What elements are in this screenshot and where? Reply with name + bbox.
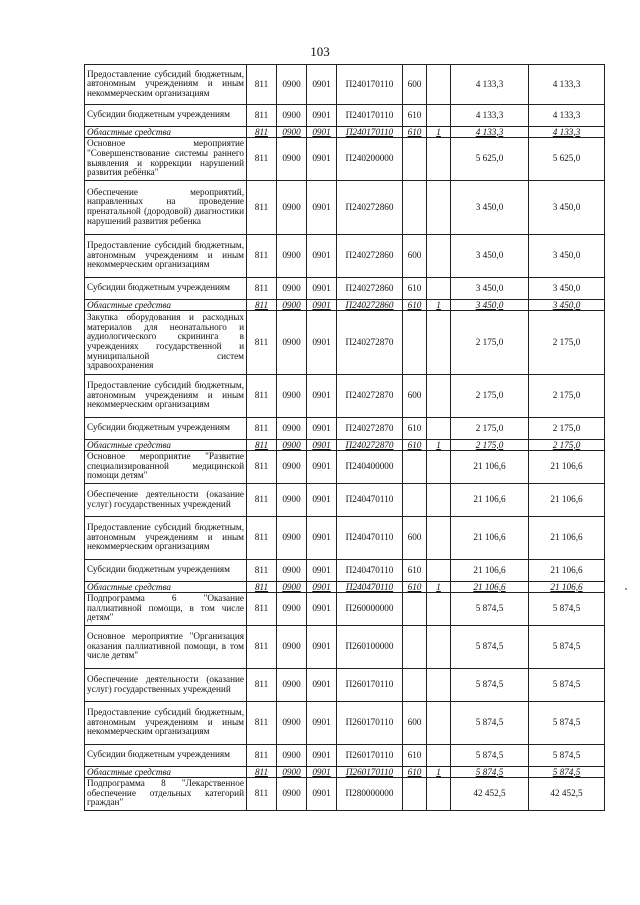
table-row	[85, 669, 605, 702]
row-subsection-code: 0901	[307, 517, 337, 560]
row-target-article-code: П240272860	[337, 278, 403, 300]
row-section-code: 0900	[277, 669, 307, 702]
row-subsection-code: 0901	[307, 451, 337, 484]
row-amount-1: 5 625,0	[451, 138, 529, 181]
row-description: Предоставление субсидий бюджетным, автономным учреждениям и иным некоммерческим организациям	[85, 235, 247, 278]
table-row	[85, 440, 605, 451]
row-amount-2: 5 625,0	[529, 138, 605, 181]
row-description: Субсидии бюджетным учреждениям	[85, 745, 247, 767]
row-expense-type-code: 610	[403, 582, 427, 593]
row-section-code: 0900	[277, 767, 307, 778]
row-subsection-code: 0901	[307, 65, 337, 105]
row-amount-2: 21 106,6	[529, 582, 605, 593]
row-description: Областные средства	[85, 300, 247, 311]
row-source-code: 1	[427, 300, 451, 311]
row-expense-type-code: 600	[403, 517, 427, 560]
row-amount-1: 21 106,6	[451, 582, 529, 593]
row-amount-1: 5 874,5	[451, 626, 529, 669]
row-expense-type-code: 600	[403, 235, 427, 278]
row-expense-type-code: 610	[403, 300, 427, 311]
row-source-code	[427, 105, 451, 127]
row-source-code	[427, 375, 451, 418]
row-source-code	[427, 138, 451, 181]
row-grbs-code: 811	[247, 138, 277, 181]
row-grbs-code: 811	[247, 278, 277, 300]
row-subsection-code: 0901	[307, 300, 337, 311]
row-grbs-code: 811	[247, 311, 277, 375]
row-description: Субсидии бюджетным учреждениям	[85, 560, 247, 582]
row-section-code: 0900	[277, 778, 307, 811]
row-grbs-code: 811	[247, 440, 277, 451]
table-row	[85, 311, 605, 375]
row-amount-1: 42 452,5	[451, 778, 529, 811]
row-subsection-code: 0901	[307, 669, 337, 702]
row-target-article-code: П240272860	[337, 181, 403, 235]
row-section-code: 0900	[277, 127, 307, 138]
row-subsection-code: 0901	[307, 311, 337, 375]
row-expense-type-code	[403, 778, 427, 811]
row-section-code: 0900	[277, 311, 307, 375]
row-description: Предоставление субсидий бюджетным, автономным учреждениям и иным некоммерческим организациям	[85, 702, 247, 745]
row-target-article-code: П240272870	[337, 375, 403, 418]
row-subsection-code: 0901	[307, 181, 337, 235]
row-amount-1: 4 133,3	[451, 105, 529, 127]
row-amount-1: 5 874,5	[451, 593, 529, 626]
row-target-article-code: П240470110	[337, 582, 403, 593]
row-source-code	[427, 181, 451, 235]
table-row	[85, 767, 605, 778]
scan-artifact	[625, 588, 627, 590]
table-row	[85, 105, 605, 127]
row-grbs-code: 811	[247, 745, 277, 767]
row-source-code	[427, 484, 451, 517]
table-row	[85, 65, 605, 105]
row-amount-2: 2 175,0	[529, 375, 605, 418]
row-amount-1: 2 175,0	[451, 311, 529, 375]
row-grbs-code: 811	[247, 626, 277, 669]
row-grbs-code: 811	[247, 451, 277, 484]
table-row	[85, 138, 605, 181]
row-section-code: 0900	[277, 418, 307, 440]
row-amount-2: 2 175,0	[529, 440, 605, 451]
row-target-article-code: П240272870	[337, 311, 403, 375]
row-grbs-code: 811	[247, 300, 277, 311]
row-amount-1: 4 133,3	[451, 127, 529, 138]
row-description: Подпрограмма 8 "Лекарственное обеспечение отдельных категорий граждан"	[85, 778, 247, 811]
row-target-article-code: П240470110	[337, 517, 403, 560]
row-description: Основное мероприятие "Организация оказания паллиативной помощи, в том числе детям"	[85, 626, 247, 669]
row-subsection-code: 0901	[307, 560, 337, 582]
row-amount-1: 5 874,5	[451, 767, 529, 778]
row-grbs-code: 811	[247, 702, 277, 745]
row-subsection-code: 0901	[307, 582, 337, 593]
row-description: Предоставление субсидий бюджетным, автономным учреждениям и иным некоммерческим организациям	[85, 517, 247, 560]
row-source-code	[427, 311, 451, 375]
row-source-code	[427, 451, 451, 484]
row-section-code: 0900	[277, 484, 307, 517]
row-description: Субсидии бюджетным учреждениям	[85, 105, 247, 127]
row-section-code: 0900	[277, 745, 307, 767]
row-source-code	[427, 626, 451, 669]
row-description: Основное мероприятие "Совершенствование системы раннего выявления и коррекции нарушений развития ребёнка"	[85, 138, 247, 181]
row-source-code: 1	[427, 582, 451, 593]
row-grbs-code: 811	[247, 418, 277, 440]
row-amount-1: 5 874,5	[451, 669, 529, 702]
row-amount-2: 2 175,0	[529, 311, 605, 375]
row-section-code: 0900	[277, 105, 307, 127]
row-expense-type-code	[403, 484, 427, 517]
row-section-code: 0900	[277, 593, 307, 626]
row-subsection-code: 0901	[307, 105, 337, 127]
row-amount-2: 21 106,6	[529, 560, 605, 582]
row-expense-type-code: 610	[403, 278, 427, 300]
row-amount-2: 21 106,6	[529, 517, 605, 560]
row-amount-1: 2 175,0	[451, 418, 529, 440]
table-row	[85, 418, 605, 440]
table-row	[85, 560, 605, 582]
row-target-article-code: П240272860	[337, 300, 403, 311]
row-amount-2: 4 133,3	[529, 65, 605, 105]
row-amount-2: 3 450,0	[529, 300, 605, 311]
row-description: Обеспечение мероприятий, направленных на проведение пренатальной (дородовой) диагностики нарушений развития ребенка	[85, 181, 247, 235]
row-amount-1: 21 106,6	[451, 484, 529, 517]
table-row	[85, 593, 605, 626]
budget-table-body	[85, 65, 605, 811]
row-grbs-code: 811	[247, 669, 277, 702]
row-source-code	[427, 278, 451, 300]
row-section-code: 0900	[277, 65, 307, 105]
row-target-article-code: П240200000	[337, 138, 403, 181]
row-amount-1: 21 106,6	[451, 517, 529, 560]
row-amount-1: 5 874,5	[451, 702, 529, 745]
row-target-article-code: П260170110	[337, 702, 403, 745]
row-grbs-code: 811	[247, 484, 277, 517]
row-amount-1: 3 450,0	[451, 181, 529, 235]
row-source-code	[427, 517, 451, 560]
row-grbs-code: 811	[247, 778, 277, 811]
row-amount-2: 21 106,6	[529, 451, 605, 484]
row-subsection-code: 0901	[307, 235, 337, 278]
row-target-article-code: П240170110	[337, 65, 403, 105]
row-grbs-code: 811	[247, 235, 277, 278]
table-row	[85, 745, 605, 767]
row-amount-1: 21 106,6	[451, 560, 529, 582]
row-target-article-code: П240470110	[337, 560, 403, 582]
row-description: Предоставление субсидий бюджетным, автономным учреждениям и иным некоммерческим организациям	[85, 375, 247, 418]
row-amount-1: 3 450,0	[451, 278, 529, 300]
row-description: Обеспечение деятельности (оказание услуг) государственных учреждений	[85, 484, 247, 517]
row-target-article-code: П240272870	[337, 440, 403, 451]
row-amount-2: 5 874,5	[529, 767, 605, 778]
table-row	[85, 127, 605, 138]
row-grbs-code: 811	[247, 582, 277, 593]
row-amount-2: 3 450,0	[529, 181, 605, 235]
row-expense-type-code: 600	[403, 375, 427, 418]
row-section-code: 0900	[277, 626, 307, 669]
row-amount-2: 21 106,6	[529, 484, 605, 517]
row-amount-2: 5 874,5	[529, 669, 605, 702]
row-amount-2: 3 450,0	[529, 278, 605, 300]
row-amount-1: 5 874,5	[451, 745, 529, 767]
row-target-article-code: П260100000	[337, 626, 403, 669]
row-subsection-code: 0901	[307, 593, 337, 626]
row-amount-2: 5 874,5	[529, 626, 605, 669]
row-description: Субсидии бюджетным учреждениям	[85, 418, 247, 440]
table-row	[85, 181, 605, 235]
row-expense-type-code: 610	[403, 745, 427, 767]
row-target-article-code: П240272870	[337, 418, 403, 440]
row-expense-type-code: 610	[403, 767, 427, 778]
row-description: Областные средства	[85, 127, 247, 138]
row-target-article-code: П240170110	[337, 105, 403, 127]
row-grbs-code: 811	[247, 767, 277, 778]
table-row	[85, 375, 605, 418]
row-description: Областные средства	[85, 582, 247, 593]
row-expense-type-code	[403, 181, 427, 235]
row-subsection-code: 0901	[307, 375, 337, 418]
row-subsection-code: 0901	[307, 484, 337, 517]
row-section-code: 0900	[277, 235, 307, 278]
row-source-code	[427, 560, 451, 582]
table-row	[85, 778, 605, 811]
row-grbs-code: 811	[247, 181, 277, 235]
row-description: Предоставление субсидий бюджетным, автономным учреждениям и иным некоммерческим организациям	[85, 65, 247, 105]
table-row	[85, 300, 605, 311]
row-target-article-code: П260170110	[337, 767, 403, 778]
row-amount-1: 21 106,6	[451, 451, 529, 484]
row-subsection-code: 0901	[307, 745, 337, 767]
row-subsection-code: 0901	[307, 702, 337, 745]
row-subsection-code: 0901	[307, 440, 337, 451]
row-expense-type-code: 610	[403, 418, 427, 440]
row-description: Основное мероприятие "Развитие специализированной медицинской помощи детям"	[85, 451, 247, 484]
row-amount-2: 4 133,3	[529, 105, 605, 127]
row-source-code: 1	[427, 440, 451, 451]
row-expense-type-code: 610	[403, 440, 427, 451]
row-section-code: 0900	[277, 300, 307, 311]
row-amount-2: 42 452,5	[529, 778, 605, 811]
row-source-code	[427, 593, 451, 626]
row-expense-type-code: 600	[403, 702, 427, 745]
row-expense-type-code	[403, 311, 427, 375]
row-target-article-code: П240470110	[337, 484, 403, 517]
row-section-code: 0900	[277, 517, 307, 560]
table-row	[85, 626, 605, 669]
row-source-code	[427, 745, 451, 767]
row-expense-type-code	[403, 669, 427, 702]
row-amount-2: 3 450,0	[529, 235, 605, 278]
row-target-article-code: П260170110	[337, 669, 403, 702]
row-section-code: 0900	[277, 560, 307, 582]
row-section-code: 0900	[277, 702, 307, 745]
row-subsection-code: 0901	[307, 127, 337, 138]
row-subsection-code: 0901	[307, 626, 337, 669]
row-expense-type-code	[403, 593, 427, 626]
row-amount-2: 5 874,5	[529, 593, 605, 626]
table-row	[85, 582, 605, 593]
row-subsection-code: 0901	[307, 138, 337, 181]
row-grbs-code: 811	[247, 375, 277, 418]
row-target-article-code: П260000000	[337, 593, 403, 626]
row-subsection-code: 0901	[307, 278, 337, 300]
row-section-code: 0900	[277, 582, 307, 593]
row-section-code: 0900	[277, 375, 307, 418]
table-row	[85, 702, 605, 745]
row-description: Областные средства	[85, 440, 247, 451]
table-row	[85, 278, 605, 300]
row-grbs-code: 811	[247, 65, 277, 105]
table-row	[85, 484, 605, 517]
row-source-code	[427, 65, 451, 105]
row-amount-1: 2 175,0	[451, 440, 529, 451]
row-section-code: 0900	[277, 181, 307, 235]
row-source-code	[427, 418, 451, 440]
row-section-code: 0900	[277, 451, 307, 484]
row-expense-type-code: 610	[403, 127, 427, 138]
row-subsection-code: 0901	[307, 418, 337, 440]
row-source-code	[427, 702, 451, 745]
row-subsection-code: 0901	[307, 767, 337, 778]
row-expense-type-code	[403, 451, 427, 484]
row-grbs-code: 811	[247, 593, 277, 626]
row-amount-1: 4 133,3	[451, 65, 529, 105]
row-amount-1: 2 175,0	[451, 375, 529, 418]
row-description: Подпрограмма 6 "Оказание паллиативной помощи, в том числе детям"	[85, 593, 247, 626]
row-description: Областные средства	[85, 767, 247, 778]
row-source-code	[427, 778, 451, 811]
row-source-code	[427, 669, 451, 702]
table-row	[85, 451, 605, 484]
row-expense-type-code: 610	[403, 560, 427, 582]
row-amount-1: 3 450,0	[451, 300, 529, 311]
page-number: 103	[310, 44, 330, 59]
row-target-article-code: П240170110	[337, 127, 403, 138]
row-amount-2: 5 874,5	[529, 702, 605, 745]
row-amount-1: 3 450,0	[451, 235, 529, 278]
row-section-code: 0900	[277, 278, 307, 300]
row-expense-type-code: 600	[403, 65, 427, 105]
budget-table	[84, 64, 605, 811]
row-amount-2: 5 874,5	[529, 745, 605, 767]
row-source-code: 1	[427, 127, 451, 138]
row-source-code	[427, 235, 451, 278]
row-grbs-code: 811	[247, 517, 277, 560]
row-subsection-code: 0901	[307, 778, 337, 811]
row-amount-2: 4 133,3	[529, 127, 605, 138]
table-row	[85, 235, 605, 278]
row-description: Закупка оборудования и расходных материалов для неонатального и аудиологического скрининга в учреждениях государственной и муниципальной систем здравоохранения	[85, 311, 247, 375]
row-target-article-code: П240400000	[337, 451, 403, 484]
row-expense-type-code	[403, 626, 427, 669]
row-amount-2: 2 175,0	[529, 418, 605, 440]
row-section-code: 0900	[277, 440, 307, 451]
row-expense-type-code: 610	[403, 105, 427, 127]
row-description: Субсидии бюджетным учреждениям	[85, 278, 247, 300]
row-grbs-code: 811	[247, 560, 277, 582]
row-expense-type-code	[403, 138, 427, 181]
table-row	[85, 517, 605, 560]
row-grbs-code: 811	[247, 127, 277, 138]
row-source-code: 1	[427, 767, 451, 778]
row-description: Обеспечение деятельности (оказание услуг) государственных учреждений	[85, 669, 247, 702]
row-target-article-code: П240272860	[337, 235, 403, 278]
row-grbs-code: 811	[247, 105, 277, 127]
row-target-article-code: П280000000	[337, 778, 403, 811]
row-target-article-code: П260170110	[337, 745, 403, 767]
row-section-code: 0900	[277, 138, 307, 181]
